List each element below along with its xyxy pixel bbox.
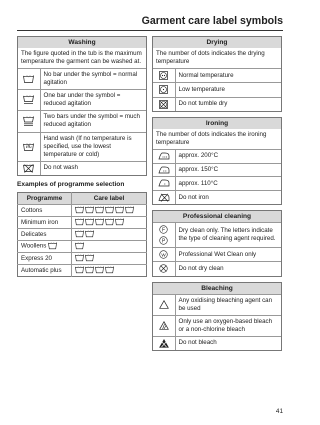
title-rule xyxy=(17,30,283,31)
cleaning-row xyxy=(153,223,281,248)
ironing-intro: The number of dots indicates the ironing temperature xyxy=(156,130,267,146)
do-not-dry-clean-icon xyxy=(159,266,168,273)
bleaching-header: Bleaching xyxy=(153,283,281,294)
programme-name: Delicates xyxy=(18,228,72,240)
drying-row-text: Do not tumble dry xyxy=(175,97,281,111)
programme-name: Woollens xyxy=(18,240,72,252)
wash-tub-icon xyxy=(105,206,114,214)
bleaching-table xyxy=(152,282,282,351)
wash-tub-icon xyxy=(85,218,94,226)
drying-table xyxy=(152,36,282,112)
cleaning-row-text: Professional Wet Clean only xyxy=(175,248,281,262)
wash-tub-icon xyxy=(75,230,84,238)
ironing-row-text: approx. 200°C xyxy=(175,149,281,163)
bleaching-row-text: Any oxidising bleaching agent can be used xyxy=(175,294,281,315)
drying-row xyxy=(153,69,281,83)
cleaning-row xyxy=(153,262,281,276)
care-label-icons xyxy=(72,240,147,252)
page-number: 41 xyxy=(275,408,283,415)
programme-row xyxy=(18,228,147,240)
wash-tub-icon xyxy=(115,206,124,214)
cleaning-row-text: Dry clean only. The letters indicate the type of cleaning agent required. xyxy=(175,223,281,248)
do-not-tumble-dry-icon xyxy=(159,101,168,108)
wash-tub-icon xyxy=(105,266,114,274)
programme-row xyxy=(18,204,147,216)
washing-row-text: Two bars under the symbol = much reduced agitation xyxy=(40,111,146,132)
tumble-dry-normal-icon xyxy=(159,72,168,79)
wash-tub-icon xyxy=(75,254,84,262)
dry-clean-p-icon xyxy=(159,225,168,245)
bleaching-row-text: Only use an oxygen-based bleach or a non-chlorine bleach xyxy=(175,315,281,336)
care-label-icons xyxy=(72,216,147,228)
ironing-row xyxy=(153,163,281,177)
cleaning-header: Professional cleaning xyxy=(153,211,281,222)
drying-intro: The number of dots indicates the drying temperature xyxy=(156,50,265,66)
care-label-icons xyxy=(72,264,147,276)
drying-row xyxy=(153,97,281,111)
professional-cleaning-table xyxy=(152,210,282,276)
ironing-row-text: Do not iron xyxy=(175,190,281,204)
programme-row xyxy=(18,264,147,276)
washing-row xyxy=(18,132,146,161)
programme-name: Automatic plus xyxy=(18,264,72,276)
washing-row-text: One bar under the symbol = reduced agitation xyxy=(40,90,146,111)
drying-header: Drying xyxy=(153,37,281,48)
programme-row xyxy=(18,216,147,228)
cleaning-row-text: Do not dry clean xyxy=(175,262,281,276)
hand-wash-icon xyxy=(23,143,34,150)
programme-name: Cottons xyxy=(18,204,72,216)
wash-tub-one-bar-icon xyxy=(23,97,34,104)
care-label-icons xyxy=(72,252,147,264)
care-label-column-header: Care label xyxy=(72,192,147,204)
bleach-any-icon xyxy=(159,301,169,308)
washing-intro: The figure quoted in the tub is the maximum temperature the garment can be washed at. xyxy=(21,50,142,66)
drying-row-text: Low temperature xyxy=(175,83,281,97)
iron-one-dot-icon xyxy=(158,180,170,187)
programme-name: Express 20 xyxy=(18,252,72,264)
washing-row xyxy=(18,90,146,111)
svg-text:P: P xyxy=(162,238,166,245)
wash-tub-icon xyxy=(48,242,57,250)
do-not-bleach-icon xyxy=(159,340,169,347)
ironing-row-text: approx. 150°C xyxy=(175,163,281,177)
wash-tub-two-bars-icon xyxy=(23,118,34,125)
programme-name: Minimum iron xyxy=(18,216,72,228)
bleaching-row-text: Do not bleach xyxy=(175,336,281,350)
ironing-row-text: approx. 110°C xyxy=(175,177,281,191)
washing-row xyxy=(18,69,146,90)
ironing-row xyxy=(153,177,281,191)
programme-selection-heading: Examples of programme selection xyxy=(17,180,125,188)
left-column xyxy=(17,36,147,277)
wash-tub-icon xyxy=(95,218,104,226)
iron-three-dots-icon xyxy=(158,153,170,160)
wash-tub-icon xyxy=(125,206,134,214)
drying-row-text: Normal temperature xyxy=(175,69,281,83)
right-column xyxy=(152,36,282,351)
cleaning-row xyxy=(153,248,281,262)
ironing-table xyxy=(152,117,282,205)
ironing-row xyxy=(153,190,281,204)
svg-text:F: F xyxy=(162,227,166,234)
bleaching-row xyxy=(153,294,281,315)
programme-row xyxy=(18,240,147,252)
ironing-header: Ironing xyxy=(153,118,281,129)
tumble-dry-low-icon xyxy=(159,86,168,93)
bleaching-row xyxy=(153,315,281,336)
washing-row xyxy=(18,111,146,132)
wash-tub-icon xyxy=(85,254,94,262)
wash-tub-icon xyxy=(75,218,84,226)
washing-row-text: No bar under the symbol = normal agitation xyxy=(40,69,146,90)
svg-text:W: W xyxy=(161,252,166,258)
wash-tub-no-bar-icon xyxy=(23,76,34,83)
wash-tub-icon xyxy=(95,206,104,214)
wash-tub-icon xyxy=(95,266,104,274)
programme-column-header: Programme xyxy=(18,192,72,204)
do-not-wash-icon xyxy=(23,165,34,172)
wet-clean-w-icon xyxy=(159,251,168,258)
washing-row-text: Hand wash (If no temperature is specified, use the lowest temperature or cold) xyxy=(40,132,146,161)
washing-row-text: Do not wash xyxy=(40,161,146,175)
wash-tub-icon xyxy=(75,242,84,250)
ironing-row xyxy=(153,149,281,163)
bleach-oxygen-icon xyxy=(159,322,169,329)
washing-table xyxy=(17,36,147,176)
wash-tub-icon xyxy=(75,206,84,214)
wash-tub-icon xyxy=(115,218,124,226)
wash-tub-icon xyxy=(85,266,94,274)
programme-row xyxy=(18,252,147,264)
washing-header: Washing xyxy=(18,37,146,48)
iron-two-dots-icon xyxy=(158,166,170,173)
care-label-icons xyxy=(72,228,147,240)
page-title: Garment care label symbols xyxy=(141,15,283,27)
care-label-icons xyxy=(72,204,147,216)
do-not-iron-icon xyxy=(158,194,170,201)
wash-tub-icon xyxy=(85,230,94,238)
washing-row xyxy=(18,161,146,175)
programme-table xyxy=(17,192,147,277)
bleaching-row xyxy=(153,336,281,350)
wash-tub-icon xyxy=(105,218,114,226)
wash-tub-icon xyxy=(85,206,94,214)
drying-row xyxy=(153,83,281,97)
wash-tub-icon xyxy=(75,266,84,274)
